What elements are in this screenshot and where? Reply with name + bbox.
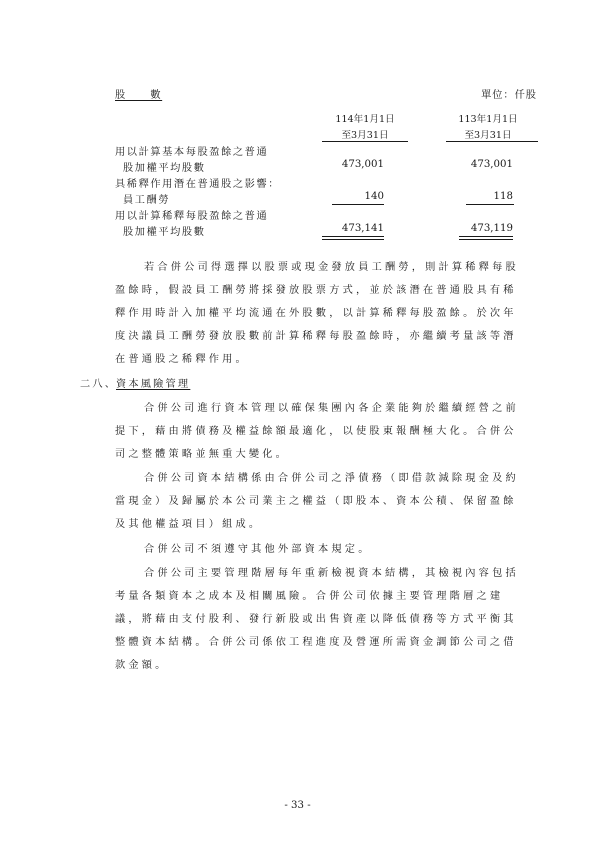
para3-line2: 當現金）及歸屬於本公司業主之權益（即股本、資本公積、保留盈餘	[115, 496, 517, 507]
col2-header-rule	[446, 141, 538, 142]
row1-value-2024: 473,001	[470, 159, 513, 170]
para3-line1: 合併公司資本結構係由合併公司之淨債務（即借款減除現金及約	[144, 473, 519, 484]
row2-value-2024: 118	[493, 191, 513, 202]
row3-label-line1: 用以計算稀釋每股盈餘之普通	[115, 211, 269, 222]
para2-line2: 提下，藉由將債務及權益餘額最適化，以使股東報酬極大化。合併公	[115, 426, 517, 437]
para1-line5: 在普通股之稀釋作用。	[115, 354, 249, 365]
para1-line1: 若合併公司得選擇以股票或現金發放員工酬勞，則計算稀釋每股	[144, 262, 519, 273]
col1-header-line2: 至3月31日	[341, 130, 389, 141]
section-number: 二八、	[80, 379, 118, 390]
para1-line3: 釋作用時計入加權平均流通在外股數，以計算稀釋每股盈餘。於次年	[115, 308, 517, 319]
para1-line2: 盈餘時，假設員工酬勞將採發放股票方式，並於該潛在普通股具有稀	[115, 285, 517, 296]
unit-label: 單位：仟股	[481, 90, 537, 101]
para2-line1: 合併公司進行資本管理以確保集團內各企業能夠於繼續經營之前	[144, 403, 519, 414]
row3-value-2025: 473,141	[341, 223, 384, 234]
row2-value-2025: 140	[364, 191, 384, 202]
para3-line3: 及其他權益項目）組成。	[115, 519, 263, 530]
row2-label-line2: 員工酬勞	[123, 195, 171, 206]
row3-double-rule-2024	[459, 236, 513, 240]
row3-label-line2: 股加權平均股數	[123, 227, 206, 238]
section-title: 資本風險管理	[116, 379, 191, 390]
para2-line3: 司之整體策略並無重大變化。	[115, 449, 290, 460]
para5-line2: 考量各類資本之成本及相關風險。合併公司依據主要管理階層之建	[115, 591, 504, 602]
para5-line3: 議，將藉由支付股利、發行新股或出售資產以降低債務等方式平衡其	[115, 614, 517, 625]
para5-line4: 整體資本結構。合併公司係依工程進度及營運所需資金調節公司之借	[115, 637, 517, 648]
col1-header-rule	[322, 141, 408, 142]
para4-line1: 合併公司不須遵守其他外部資本規定。	[144, 544, 372, 555]
row2-rule-2025	[332, 204, 384, 205]
row2-rule-2024	[466, 204, 514, 205]
row1-label-line1: 用以計算基本每股盈餘之普通	[115, 147, 269, 158]
page-number: - 33 -	[284, 800, 311, 811]
para5-line1: 合併公司主要管理階層每年重新檢視資本結構，其檢視內容包括	[144, 568, 519, 579]
para5-line5: 款金額。	[115, 660, 169, 671]
table-title: 股 數	[115, 90, 163, 101]
para1-line4: 度決議員工酬勞發放股數前計算稀釋每股盈餘時，亦繼續考量該等潛	[115, 331, 517, 342]
col2-header-line1: 113年1月1日	[458, 114, 518, 125]
row1-value-2025: 473,001	[341, 159, 384, 170]
row2-label-line1: 具稀釋作用潛在普通股之影響：	[115, 179, 281, 190]
row3-double-rule-2025	[322, 236, 384, 240]
col1-header-line1: 114年1月1日	[335, 114, 395, 125]
col2-header-line2: 至3月31日	[464, 130, 512, 141]
row1-label-line2: 股加權平均股數	[123, 163, 206, 174]
row3-value-2024: 473,119	[470, 223, 513, 234]
